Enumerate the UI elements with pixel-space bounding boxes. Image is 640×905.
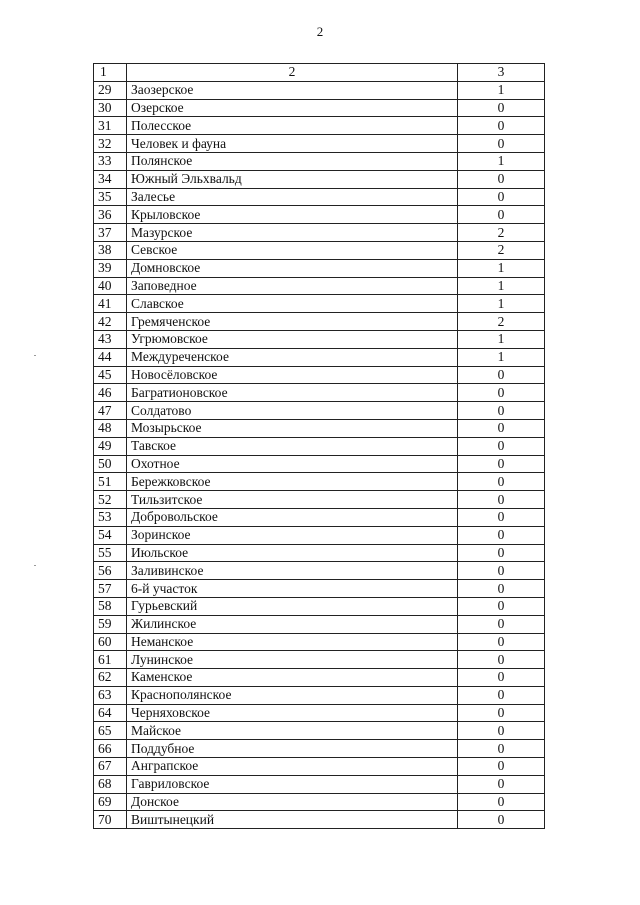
row-value-cell: 0 <box>458 562 545 580</box>
row-number-cell: 35 <box>94 188 127 206</box>
row-name-cell: Поддубное <box>127 740 458 758</box>
row-value-cell: 0 <box>458 99 545 117</box>
row-number-cell: 32 <box>94 135 127 153</box>
row-number-cell: 59 <box>94 615 127 633</box>
margin-mark <box>34 565 36 566</box>
row-name-cell: 6-й участок <box>127 580 458 598</box>
row-value-cell: 1 <box>458 152 545 170</box>
row-name-cell: Ангрaпское <box>127 758 458 776</box>
row-name-cell: Бережковское <box>127 473 458 491</box>
row-value-cell: 0 <box>458 366 545 384</box>
row-number-cell: 67 <box>94 758 127 776</box>
row-name-cell: Славское <box>127 295 458 313</box>
table-row <box>94 366 545 384</box>
row-name-cell: Домновское <box>127 259 458 277</box>
row-number-cell: 65 <box>94 722 127 740</box>
row-name-cell: Июльское <box>127 544 458 562</box>
row-value-cell: 1 <box>458 81 545 99</box>
row-name-cell: Добровольское <box>127 508 458 526</box>
table-row <box>94 508 545 526</box>
row-name-cell: Полесское <box>127 117 458 135</box>
row-value-cell: 0 <box>458 188 545 206</box>
row-value-cell: 0 <box>458 704 545 722</box>
row-name-cell: Каменское <box>127 669 458 687</box>
row-number-cell: 60 <box>94 633 127 651</box>
row-name-cell: Гавриловское <box>127 775 458 793</box>
row-number-cell: 36 <box>94 206 127 224</box>
row-value-cell: 0 <box>458 615 545 633</box>
table-row <box>94 455 545 473</box>
row-value-cell: 0 <box>458 740 545 758</box>
row-number-cell: 39 <box>94 259 127 277</box>
row-name-cell: Междуреченское <box>127 348 458 366</box>
table-row <box>94 491 545 509</box>
row-value-cell: 0 <box>458 508 545 526</box>
row-value-cell: 0 <box>458 597 545 615</box>
row-name-cell: Краснополянское <box>127 686 458 704</box>
table-row <box>94 704 545 722</box>
row-number-cell: 53 <box>94 508 127 526</box>
row-value-cell: 0 <box>458 384 545 402</box>
row-name-cell: Заливинское <box>127 562 458 580</box>
row-number-cell: 58 <box>94 597 127 615</box>
row-name-cell: Лунинское <box>127 651 458 669</box>
row-name-cell: Озерское <box>127 99 458 117</box>
row-value-cell: 0 <box>458 686 545 704</box>
table-row <box>94 544 545 562</box>
row-number-cell: 64 <box>94 704 127 722</box>
row-value-cell: 0 <box>458 117 545 135</box>
row-number-cell: 43 <box>94 330 127 348</box>
row-number-cell: 50 <box>94 455 127 473</box>
table-row <box>94 99 545 117</box>
row-number-cell: 48 <box>94 419 127 437</box>
row-number-cell: 69 <box>94 793 127 811</box>
row-number-cell: 55 <box>94 544 127 562</box>
row-number-cell: 47 <box>94 402 127 420</box>
table-row <box>94 473 545 491</box>
table-row <box>94 295 545 313</box>
table-row <box>94 651 545 669</box>
row-number-cell: 45 <box>94 366 127 384</box>
table-row <box>94 259 545 277</box>
row-number-cell: 62 <box>94 669 127 687</box>
row-name-cell: Залесье <box>127 188 458 206</box>
row-value-cell: 0 <box>458 455 545 473</box>
row-name-cell: Мозырьское <box>127 419 458 437</box>
row-number-cell: 46 <box>94 384 127 402</box>
table-row <box>94 241 545 259</box>
row-name-cell: Гурьевский <box>127 597 458 615</box>
table-row <box>94 615 545 633</box>
table-row <box>94 330 545 348</box>
table-row <box>94 135 545 153</box>
table-row <box>94 686 545 704</box>
row-number-cell: 52 <box>94 491 127 509</box>
table-row <box>94 224 545 242</box>
row-value-cell: 0 <box>458 669 545 687</box>
table-row <box>94 277 545 295</box>
header-cell-number: 1 <box>94 64 127 82</box>
table-row <box>94 722 545 740</box>
row-name-cell: Новосёловское <box>127 366 458 384</box>
row-value-cell: 0 <box>458 722 545 740</box>
row-name-cell: Тавское <box>127 437 458 455</box>
table-row <box>94 206 545 224</box>
row-name-cell: Человек и фауна <box>127 135 458 153</box>
row-number-cell: 41 <box>94 295 127 313</box>
row-value-cell: 0 <box>458 491 545 509</box>
row-value-cell: 1 <box>458 295 545 313</box>
header-cell-name: 2 <box>127 64 458 82</box>
row-value-cell: 0 <box>458 402 545 420</box>
row-number-cell: 40 <box>94 277 127 295</box>
table-header-row <box>94 64 545 82</box>
row-number-cell: 56 <box>94 562 127 580</box>
row-number-cell: 37 <box>94 224 127 242</box>
row-value-cell: 0 <box>458 206 545 224</box>
row-value-cell: 2 <box>458 313 545 331</box>
row-number-cell: 57 <box>94 580 127 598</box>
row-name-cell: Донское <box>127 793 458 811</box>
table-row <box>94 313 545 331</box>
table-row <box>94 740 545 758</box>
row-name-cell: Южный Эльхвальд <box>127 170 458 188</box>
row-number-cell: 30 <box>94 99 127 117</box>
row-name-cell: Неманское <box>127 633 458 651</box>
table-body <box>94 64 545 829</box>
row-value-cell: 0 <box>458 437 545 455</box>
row-value-cell: 0 <box>458 651 545 669</box>
row-name-cell: Севское <box>127 241 458 259</box>
row-number-cell: 29 <box>94 81 127 99</box>
row-name-cell: Жилинское <box>127 615 458 633</box>
table-row <box>94 811 545 829</box>
data-table <box>93 63 545 829</box>
table-row <box>94 758 545 776</box>
table-row <box>94 437 545 455</box>
row-number-cell: 70 <box>94 811 127 829</box>
row-number-cell: 54 <box>94 526 127 544</box>
row-value-cell: 1 <box>458 259 545 277</box>
header-cell-value: 3 <box>458 64 545 82</box>
row-value-cell: 0 <box>458 135 545 153</box>
row-name-cell: Солдатово <box>127 402 458 420</box>
table-row <box>94 170 545 188</box>
row-number-cell: 49 <box>94 437 127 455</box>
table-row <box>94 775 545 793</box>
table-row <box>94 526 545 544</box>
table-row <box>94 348 545 366</box>
table-row <box>94 669 545 687</box>
table-row <box>94 402 545 420</box>
row-name-cell: Полянское <box>127 152 458 170</box>
row-value-cell: 0 <box>458 473 545 491</box>
row-number-cell: 51 <box>94 473 127 491</box>
table-row <box>94 152 545 170</box>
row-name-cell: Черняховское <box>127 704 458 722</box>
row-number-cell: 42 <box>94 313 127 331</box>
row-number-cell: 31 <box>94 117 127 135</box>
table-row <box>94 580 545 598</box>
table-row <box>94 188 545 206</box>
row-value-cell: 0 <box>458 775 545 793</box>
table-row <box>94 562 545 580</box>
margin-mark <box>34 355 36 356</box>
row-name-cell: Заозерское <box>127 81 458 99</box>
row-value-cell: 0 <box>458 758 545 776</box>
row-value-cell: 1 <box>458 330 545 348</box>
row-value-cell: 2 <box>458 241 545 259</box>
row-value-cell: 1 <box>458 277 545 295</box>
row-name-cell: Багратионовское <box>127 384 458 402</box>
row-value-cell: 0 <box>458 793 545 811</box>
row-number-cell: 66 <box>94 740 127 758</box>
row-value-cell: 0 <box>458 580 545 598</box>
row-value-cell: 2 <box>458 224 545 242</box>
table-row <box>94 117 545 135</box>
row-number-cell: 68 <box>94 775 127 793</box>
row-number-cell: 61 <box>94 651 127 669</box>
row-number-cell: 34 <box>94 170 127 188</box>
row-name-cell: Виштынецкий <box>127 811 458 829</box>
table-row <box>94 633 545 651</box>
row-value-cell: 1 <box>458 348 545 366</box>
row-number-cell: 33 <box>94 152 127 170</box>
page-number: 2 <box>316 24 324 39</box>
table-row <box>94 793 545 811</box>
row-name-cell: Майское <box>127 722 458 740</box>
table-row <box>94 419 545 437</box>
row-number-cell: 44 <box>94 348 127 366</box>
row-number-cell: 38 <box>94 241 127 259</box>
row-name-cell: Мазурское <box>127 224 458 242</box>
row-value-cell: 0 <box>458 544 545 562</box>
row-value-cell: 0 <box>458 170 545 188</box>
row-name-cell: Угрюмовское <box>127 330 458 348</box>
row-value-cell: 0 <box>458 633 545 651</box>
row-value-cell: 0 <box>458 419 545 437</box>
row-number-cell: 63 <box>94 686 127 704</box>
row-name-cell: Крыловское <box>127 206 458 224</box>
row-name-cell: Заповедное <box>127 277 458 295</box>
table-row <box>94 597 545 615</box>
row-value-cell: 0 <box>458 811 545 829</box>
row-name-cell: Охотное <box>127 455 458 473</box>
row-name-cell: Зоринское <box>127 526 458 544</box>
table-row <box>94 81 545 99</box>
row-value-cell: 0 <box>458 526 545 544</box>
table-row <box>94 384 545 402</box>
row-name-cell: Гремяченское <box>127 313 458 331</box>
row-name-cell: Тильзитское <box>127 491 458 509</box>
